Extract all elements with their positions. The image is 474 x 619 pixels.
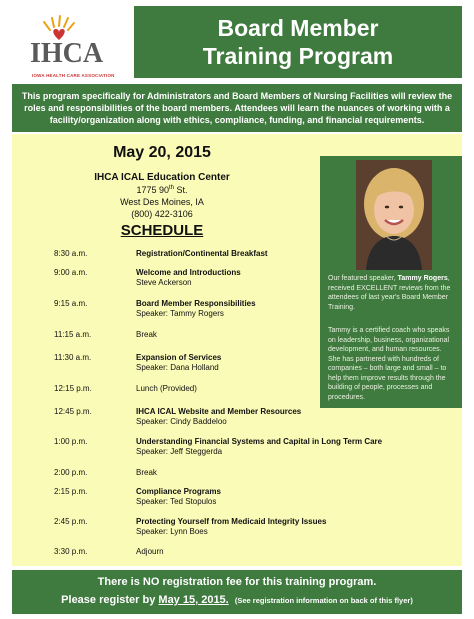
schedule-time: 2:15 p.m. xyxy=(54,487,88,496)
schedule-speaker: Speaker: Ted Stopulos xyxy=(136,497,217,506)
schedule-title: Break xyxy=(136,330,157,339)
schedule-time: 2:00 p.m. xyxy=(54,468,88,477)
schedule-heading: SCHEDULE xyxy=(120,222,204,239)
schedule-title: Understanding Financial Systems and Capital in Long Term Care xyxy=(136,437,383,446)
schedule-time: 12:15 p.m. xyxy=(54,384,92,393)
schedule-speaker: Speaker: Cindy Baddeloo xyxy=(136,417,227,426)
schedule-title: Expansion of Services xyxy=(136,353,222,362)
program-title xyxy=(134,6,462,78)
schedule-title: Registration/Continental Breakfast xyxy=(136,249,268,258)
event-city: West Des Moines, IA xyxy=(120,197,204,207)
event-street: 1775 90th St. xyxy=(136,185,188,195)
event-venue: IHCA ICAL Education Center xyxy=(94,172,230,183)
schedule-speaker: Speaker: Tammy Rogers xyxy=(136,309,224,318)
schedule-time: 9:00 a.m. xyxy=(54,268,88,277)
title-line-1: Board Member xyxy=(217,15,379,41)
intro-banner xyxy=(12,84,462,132)
speaker-sidebar xyxy=(320,156,462,408)
speaker-portrait-icon xyxy=(356,160,432,270)
registration-footer xyxy=(12,570,462,614)
register-deadline: May 15, 2015. xyxy=(158,594,229,606)
speaker-bio: Tammy is a certified coach who speaks on leadership, business, organizational development, and human resources. She has partnered with hundreds of companies – both large and small – to help them improve results through the building of people, processes and procedures. xyxy=(328,327,450,401)
register-note: (See registration information on back of this flyer) xyxy=(234,596,413,605)
schedule-time: 3:30 p.m. xyxy=(54,547,88,556)
schedule-title: Break xyxy=(136,468,157,477)
schedule-time: 11:30 a.m. xyxy=(54,353,92,362)
schedule-time: 8:30 a.m. xyxy=(54,249,88,258)
schedule-time: 1:00 p.m. xyxy=(54,437,88,446)
schedule-time: 11:15 a.m. xyxy=(54,330,92,339)
schedule-title: Protecting Yourself from Medicaid Integrity Issues xyxy=(136,517,327,526)
schedule-time: 2:45 p.m. xyxy=(54,517,88,526)
schedule-title: Compliance Programs xyxy=(136,487,221,496)
ihca-logo xyxy=(12,10,124,78)
schedule-title: Welcome and Introductions xyxy=(136,268,241,277)
speaker-photo xyxy=(356,160,432,270)
schedule-speaker: Speaker: Dana Holland xyxy=(136,363,219,372)
no-fee-notice: There is NO registration fee for this training program. xyxy=(97,576,377,588)
logo-subtitle: IOWA HEALTH CARE ASSOCIATION xyxy=(32,73,115,78)
schedule-speaker: Steve Ackerson xyxy=(136,278,192,287)
schedule-title: Lunch (Provided) xyxy=(136,384,197,393)
schedule-speaker: Speaker: Lynn Boes xyxy=(136,527,208,536)
schedule-title: Adjourn xyxy=(136,547,164,556)
title-line-2: Training Program xyxy=(202,43,394,69)
logo-wordmark: IHCA xyxy=(30,38,104,69)
schedule-title: IHCA ICAL Website and Member Resources xyxy=(136,407,302,416)
intro-text: This program specifically for Administrators and Board Members of Nursing Facilities will review the roles and responsibilities of the board members. Attendees will learn the nuances of working with a facility/organization along with ethics, compliance, funding, and financial requirements. xyxy=(21,91,453,125)
schedule-time: 9:15 a.m. xyxy=(54,299,88,308)
register-line: Please register by May 15, 2015. (See registration information on back of this flyer) xyxy=(61,594,413,606)
schedule-title: Board Member Responsibilities xyxy=(136,299,256,308)
schedule-speaker: Speaker: Jeff Steggerda xyxy=(136,447,223,456)
event-phone: (800) 422-3106 xyxy=(131,209,193,219)
featured-speaker-text: Our featured speaker, Tammy Rogers, received EXCELLENT reviews from the attendees of last year's Board Member Training. xyxy=(328,275,451,311)
schedule-time: 12:45 p.m. xyxy=(54,407,92,416)
event-date: May 20, 2015 xyxy=(113,144,211,161)
